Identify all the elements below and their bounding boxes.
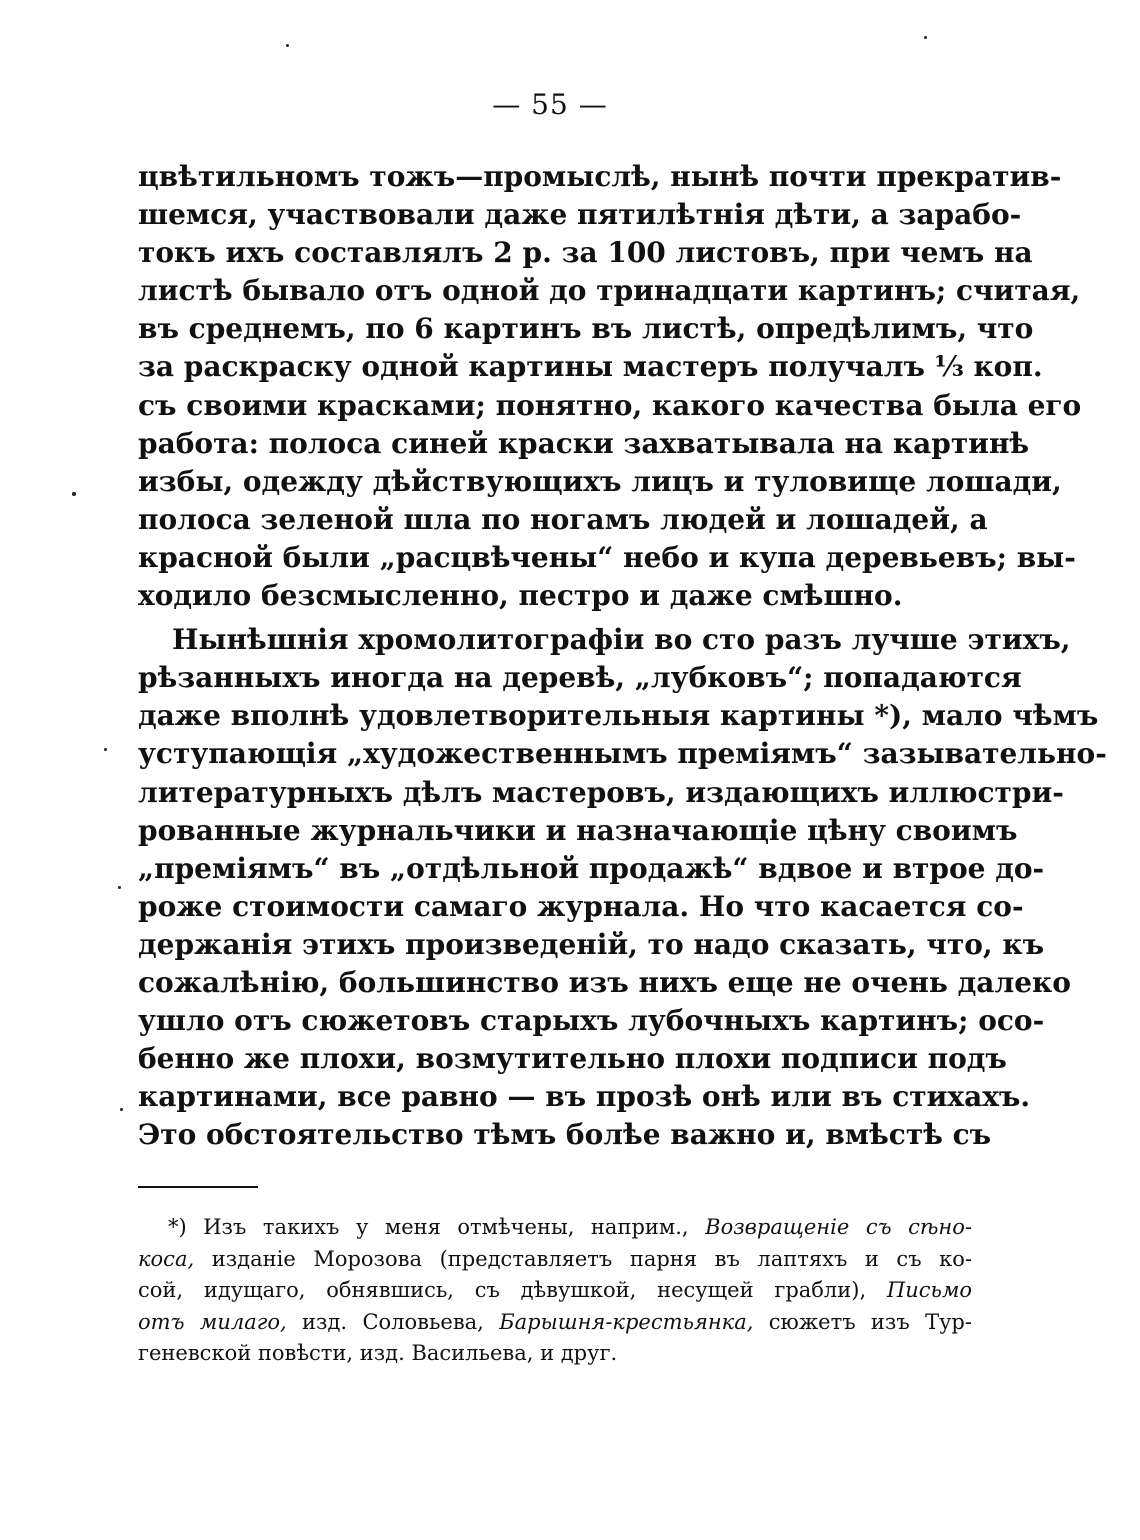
scan-speck	[924, 36, 927, 39]
text-line: ходило безсмысленно, пестро и даже смѣшно.	[138, 579, 903, 613]
text-line: токъ ихъ составлялъ 2 р. за 100 листовъ, при чемъ на	[138, 236, 1033, 270]
text-line: рѣзанныхъ иногда на деревѣ, „лубковъ“; попадаются	[138, 661, 1022, 695]
text-line: даже вполнѣ удовлетворительныя картины *), мало чѣмъ	[138, 699, 1099, 733]
footnote-title-italic: Письмо	[886, 1278, 972, 1302]
footnote-text: изданіе Морозова (представляетъ парня въ лаптяхъ и съ ко-	[211, 1246, 972, 1271]
footnote-title-italic: Барышня-крестьянка,	[499, 1309, 754, 1334]
text-line: красной были „расцвѣчены“ небо и купа деревьевъ; вы-	[138, 540, 1076, 574]
paragraph-start-line: Нынѣшнія хромолитографіи во сто разъ лучше этихъ,	[172, 623, 1071, 657]
text-line: рованные журнальчики и назначающіе цѣну своимъ	[138, 813, 1018, 847]
footnote-title-italic: Возвращеніе съ сѣно-	[705, 1215, 973, 1239]
text-line: держанія этихъ произведеній, то надо сказать, что, къ	[138, 927, 1045, 961]
text-line: ушло отъ сюжетовъ старыхъ лубочныхъ картинъ; осо-	[138, 1004, 1045, 1038]
footnote-text: *) Изъ такихъ у меня отмѣчены, наприм.,	[168, 1215, 689, 1239]
text-line: въ среднемъ, по 6 картинъ въ листѣ, опредѣлимъ, что	[138, 312, 1034, 346]
footnote-line	[138, 1307, 972, 1339]
main-text	[138, 158, 1107, 1154]
text-line: цвѣтильномъ тожъ—промыслѣ, нынѣ почти прекратив-	[138, 160, 1062, 193]
footnote-title-italic: отъ милаго,	[138, 1309, 287, 1334]
footnote-title-italic: коса,	[138, 1246, 195, 1271]
text-line: уступающія „художественнымъ преміямъ“ зазывательно-	[138, 737, 1107, 771]
footnote-text: изд. Соловьева,	[302, 1309, 484, 1334]
text-line: Это обстоятельство тѣмъ болѣе важно и, вмѣстѣ съ	[138, 1118, 992, 1152]
footnote-text: сюжетъ изъ Тур-	[768, 1309, 972, 1334]
scan-speck	[118, 886, 121, 889]
text-line: за раскраску одной картины мастеръ получалъ ⅓ коп.	[138, 350, 1043, 384]
footnote-text: сой, идущаго, обнявшись, съ дѣвушкой, несущей грабли),	[138, 1278, 867, 1302]
scan-speck	[104, 748, 107, 751]
text-line: работа: полоса синей краски захватывала на картинѣ	[138, 426, 1030, 460]
text-line: листѣ бывало отъ одной до тринадцати картинъ; считая,	[138, 274, 1081, 308]
page-number: — 55 —	[492, 88, 608, 121]
text-line: литературныхъ дѣлъ мастеровъ, издающихъ иллюстри-	[138, 775, 1064, 809]
text-line: картинами, все равно — въ прозѣ онѣ или въ стихахъ.	[138, 1080, 1031, 1114]
footnote-line	[138, 1212, 972, 1244]
text-line: „преміямъ“ въ „отдѣльной продажѣ“ вдвое и втрое до-	[138, 851, 1045, 885]
footnote-line	[138, 1275, 972, 1307]
text-line: избы, одежду дѣйствующихъ лицъ и туловище лошади,	[138, 464, 1062, 498]
text-line: шемся, участвовали даже пятилѣтнія дѣти, а зарабо-	[138, 198, 1022, 232]
text-line: полоса зеленой шла по ногамъ людей и лошадей, а	[138, 502, 988, 536]
text-line: бенно же плохи, возмутительно плохи подписи подъ	[138, 1042, 1007, 1076]
scan-speck	[72, 492, 76, 496]
footnote-separator	[138, 1186, 258, 1188]
text-line: сожалѣнію, большинство изъ нихъ еще не очень далеко	[138, 965, 1071, 999]
scan-speck	[120, 1108, 123, 1111]
footnote	[138, 1212, 972, 1370]
footnote-line: геневской повѣсти, изд. Васильева, и друг.	[138, 1341, 618, 1365]
scan-speck	[286, 44, 289, 47]
footnote-line	[138, 1244, 972, 1276]
text-line: съ своими красками; понятно, какого качества была его	[138, 388, 1082, 422]
text-line: роже стоимости самаго журнала. Но что касается со-	[138, 889, 1024, 923]
